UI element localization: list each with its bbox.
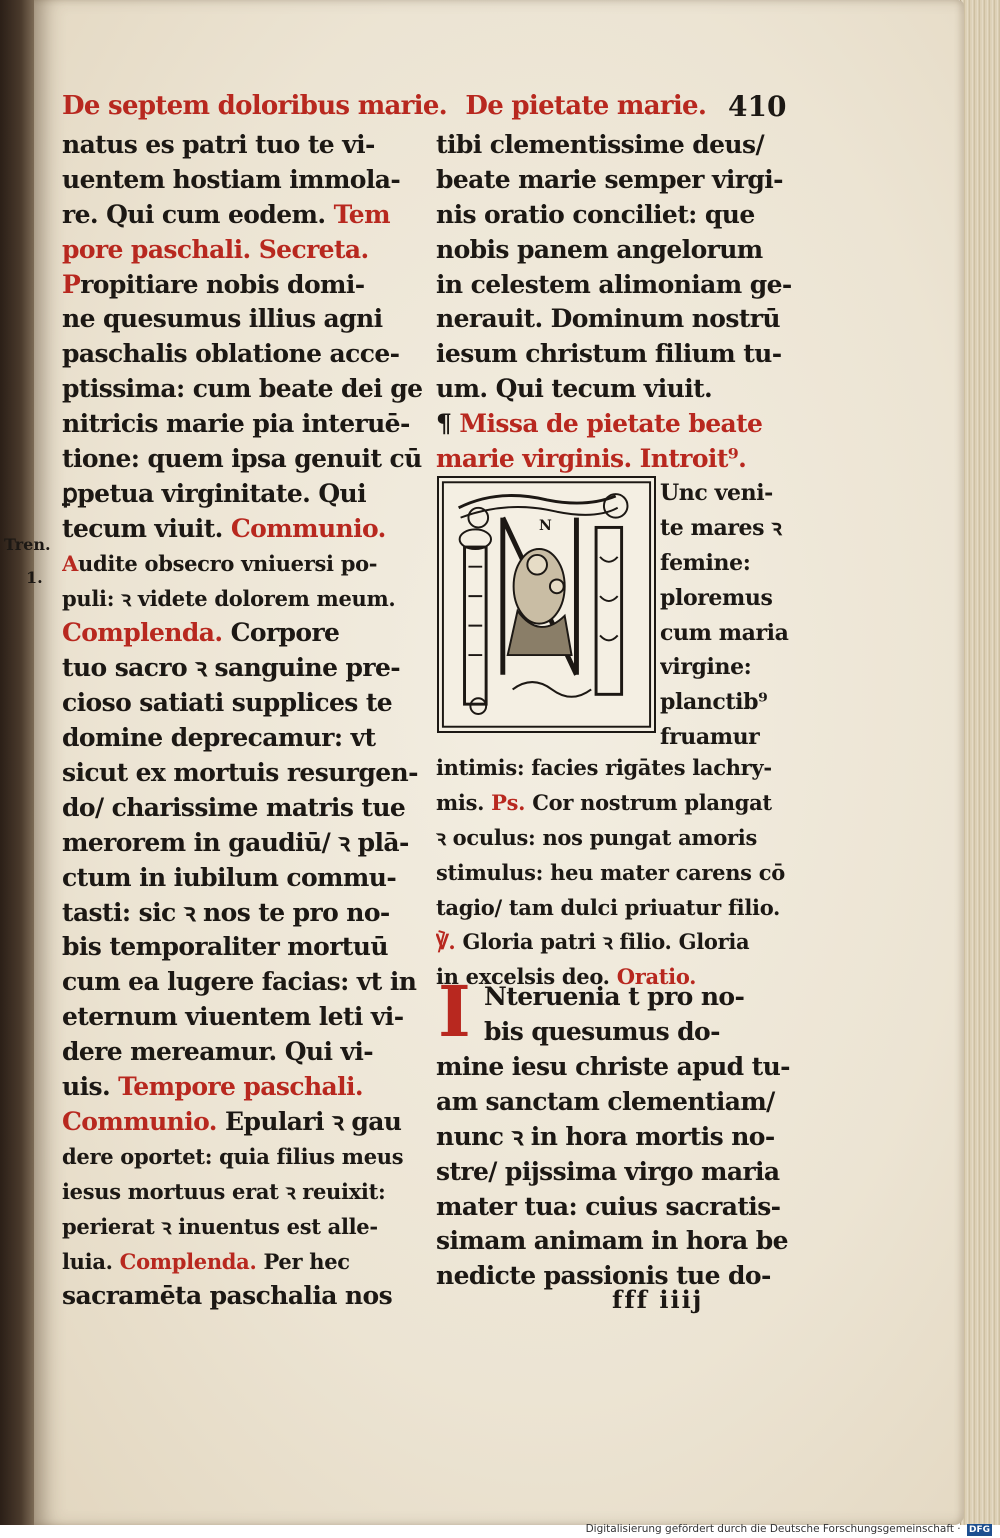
- body-text: iesus mortuus erat ꝛ reuixit:: [62, 1178, 386, 1204]
- body-text: am sanctam clementiam/: [436, 1086, 775, 1116]
- text-line: [62, 756, 434, 791]
- rubric-text: Communio.: [62, 1106, 225, 1136]
- text-line: [436, 821, 792, 856]
- right-text-column-top: [436, 128, 792, 477]
- text-line: [62, 163, 434, 198]
- body-text: ropitiare nobis domi-: [80, 269, 365, 299]
- rubric-text: P: [62, 269, 81, 299]
- text-line: [62, 686, 434, 721]
- text-line: [436, 751, 792, 786]
- text-line: [62, 1279, 434, 1314]
- text-line: [436, 442, 792, 477]
- body-text: re. Qui cum eodem.: [62, 199, 334, 229]
- text-line: [436, 925, 792, 960]
- body-text: do/ charissime matris tue: [62, 792, 406, 822]
- text-line: ploremus: [660, 584, 773, 611]
- body-text: mater tua: cuius sacratis-: [436, 1191, 781, 1221]
- right-text-column-middle: [436, 751, 792, 995]
- body-text: paschalis oblatione acce-: [62, 339, 400, 369]
- body-text: uis.: [62, 1072, 119, 1102]
- text-line: [62, 965, 434, 1000]
- body-text: nunc ꝛ in hora mortis no-: [436, 1121, 775, 1151]
- body-text: beate marie semper virgi-: [436, 164, 783, 194]
- text-line: [62, 233, 434, 268]
- rubric-text: Oratio.: [616, 964, 697, 990]
- text-line: [62, 512, 434, 547]
- text-line: [62, 302, 434, 337]
- text-line: cum maria: [660, 619, 789, 646]
- body-text: Cor nostrum plangat: [532, 789, 772, 815]
- text-line: te mares ꝛ: [660, 514, 782, 541]
- text-line: [62, 547, 434, 582]
- text-line: femine:: [660, 549, 751, 576]
- body-text: stre/ pijssima virgo maria: [436, 1156, 780, 1186]
- text-line: [436, 786, 792, 821]
- text-line: [62, 791, 434, 826]
- body-text: iesum christum filium tu-: [436, 339, 782, 369]
- text-line: [436, 1224, 792, 1259]
- body-text: sacramēta paschalia nos: [62, 1281, 393, 1311]
- text-line: [436, 163, 792, 198]
- text-line: [436, 372, 792, 407]
- text-line: [62, 1175, 434, 1210]
- body-text: in celestem alimoniam ge-: [436, 269, 792, 299]
- body-text: natus es patri tuo te vi-: [62, 130, 375, 159]
- rubric-text: Complenda.: [62, 618, 231, 648]
- text-line: [436, 268, 792, 303]
- drop-cap-initial: I: [438, 970, 471, 1053]
- body-text: Per hec: [263, 1248, 350, 1274]
- margin-note-line: 1.: [26, 568, 43, 587]
- body-text: Corpore: [230, 618, 340, 648]
- body-text: nobis panem angelorum: [436, 234, 763, 264]
- body-text: eternum viuentem leti vi-: [62, 1002, 404, 1032]
- body-text: ctum in iubilum commu-: [62, 862, 397, 892]
- text-line: [62, 1245, 434, 1280]
- credit-text: Digitalisierung gefördert durch die Deutsche Forschungsgemeinschaft ·: [585, 1523, 961, 1535]
- text-beside-woodcut: [660, 476, 800, 755]
- body-text: ꝛ oculus: nos pungat amoris: [436, 824, 757, 850]
- woodcut-madonna-illustration: [439, 478, 654, 731]
- body-text: domine deprecamur: vt: [62, 723, 376, 753]
- text-line: [436, 337, 792, 372]
- text-line: [436, 891, 792, 926]
- body-text: nis oratio conciliet: que: [436, 199, 755, 229]
- body-text: nedicte passionis tue do-: [436, 1261, 771, 1291]
- left-text-column: [62, 128, 434, 1314]
- text-line: [436, 198, 792, 233]
- body-text: cioso satiati supplices te: [62, 688, 393, 718]
- text-line: [62, 896, 434, 931]
- body-text: stimulus: heu mater carens cō: [436, 859, 785, 885]
- body-text: ꝑpetua virginitate. Qui: [62, 478, 366, 508]
- body-text: Gloria patri ꝛ filio. Gloria: [462, 929, 750, 955]
- margin-note-line: Tren.: [4, 535, 51, 554]
- rubric-text: marie virginis. Introit⁹.: [436, 444, 747, 474]
- text-line: [62, 268, 434, 303]
- text-line: [436, 1050, 792, 1085]
- body-text: tuo sacro ꝛ sanguine pre-: [62, 653, 401, 683]
- text-line: Nteruenia t pro no-: [484, 982, 745, 1011]
- body-text: intimis: facies rigātes lachry-: [436, 755, 772, 780]
- text-line: [62, 861, 434, 896]
- body-text: udite obsecro vniuersi po-: [78, 550, 378, 576]
- body-text: puli: ꝛ videte dolorem meum.: [62, 585, 396, 611]
- text-line: bis quesumus do-: [484, 1016, 720, 1046]
- body-text: simam animam in hora be: [436, 1226, 788, 1256]
- rubric-text: Ps.: [491, 789, 533, 815]
- body-text: dere oportet: quia filius meus: [62, 1143, 404, 1169]
- body-text: in excelsis deo.: [436, 964, 617, 990]
- body-text: tione: quem ipsa genuit cū: [62, 444, 422, 474]
- page-stack-edge: [960, 0, 1000, 1530]
- text-line: [436, 1120, 792, 1155]
- text-line: [62, 1035, 434, 1070]
- body-text: tecum viuit.: [62, 513, 231, 543]
- rubric-text: Tem: [333, 199, 390, 229]
- text-line: [62, 198, 434, 233]
- text-line: [436, 1085, 792, 1120]
- body-text: tibi clementissime deus/: [436, 130, 765, 159]
- text-line: [436, 407, 792, 442]
- dfg-logo: DFG: [968, 1525, 990, 1535]
- text-line: [436, 302, 792, 337]
- body-text: merorem in gaudiū/ ꝛ plā-: [62, 827, 409, 857]
- signature-mark: fff iiij: [612, 1285, 704, 1314]
- folio-number: 410: [728, 90, 787, 123]
- drop-cap-lines: [484, 980, 794, 1050]
- rubric-text: A: [62, 550, 78, 576]
- text-line: [62, 1070, 434, 1105]
- text-line: [62, 337, 434, 372]
- body-text: ¶: [436, 409, 460, 439]
- margin-note: [4, 535, 64, 587]
- body-text: ne quesumus illius agni: [62, 304, 383, 334]
- text-line: [62, 128, 434, 163]
- running-head-left: De septem doloribus marie.: [62, 91, 448, 121]
- text-line: [62, 442, 434, 477]
- text-line: [62, 1000, 434, 1035]
- body-text: mis.: [436, 789, 492, 815]
- text-line: [436, 128, 792, 163]
- text-line: [62, 826, 434, 861]
- body-text: ptissima: cum beate dei ge: [62, 374, 423, 404]
- text-line: [62, 1210, 434, 1245]
- text-line: [62, 651, 434, 686]
- rubric-text: Complenda.: [119, 1248, 264, 1274]
- text-line: planctib⁹: [660, 689, 768, 716]
- text-line: [62, 407, 434, 442]
- text-line: [62, 372, 434, 407]
- rubric-text: Missa de pietate beate: [459, 409, 763, 439]
- rubric-text: Tempore paschali.: [118, 1072, 364, 1102]
- body-text: uentem hostiam immola-: [62, 164, 401, 194]
- rubric-text: Communio.: [230, 513, 386, 543]
- body-text: nerauit. Dominum nostrū: [436, 304, 780, 334]
- right-text-column-end: [436, 1050, 792, 1294]
- woodcut-letter-label: N: [539, 518, 552, 534]
- text-line: [62, 1105, 434, 1140]
- text-line: [62, 930, 434, 965]
- text-line: Unc veni-: [660, 480, 773, 506]
- body-text: bis temporaliter mortuū: [62, 932, 388, 962]
- body-text: perierat ꝛ inuentus est alle-: [62, 1213, 378, 1239]
- body-text: tasti: sic ꝛ nos te pro no-: [62, 897, 390, 927]
- body-text: um. Qui tecum viuit.: [436, 374, 713, 404]
- text-line: virgine:: [660, 654, 752, 681]
- digitization-credit: [586, 1521, 992, 1537]
- text-line: [436, 856, 792, 891]
- body-text: Epulari ꝛ gau: [224, 1106, 402, 1136]
- running-head: [62, 86, 752, 126]
- body-text: tagio/ tam dulci priuatur filio.: [436, 894, 781, 920]
- body-text: nitricis marie pia interuē-: [62, 409, 410, 439]
- body-text: mine iesu christe apud tu-: [436, 1052, 790, 1081]
- rubric-text: ℣.: [436, 929, 463, 955]
- text-line: [62, 582, 434, 617]
- text-line: [436, 1155, 792, 1190]
- text-line: fruamur: [660, 724, 760, 751]
- body-text: dere mereamur. Qui vi-: [62, 1037, 374, 1067]
- book-binding-edge: [0, 0, 38, 1530]
- rubric-text: pore paschali. Secreta.: [62, 234, 369, 264]
- woodcut-initial-N: [437, 476, 656, 733]
- text-line: [436, 233, 792, 268]
- text-line: [436, 1190, 792, 1225]
- text-line: [62, 616, 434, 651]
- text-line: [62, 477, 434, 512]
- body-text: sicut ex mortuis resurgen-: [62, 758, 418, 788]
- running-head-right: De pietate marie.: [465, 91, 707, 121]
- body-text: cum ea lugere facias: vt in: [62, 967, 417, 997]
- text-line: [62, 1140, 434, 1175]
- text-line: [62, 721, 434, 756]
- body-text: luia.: [62, 1248, 120, 1274]
